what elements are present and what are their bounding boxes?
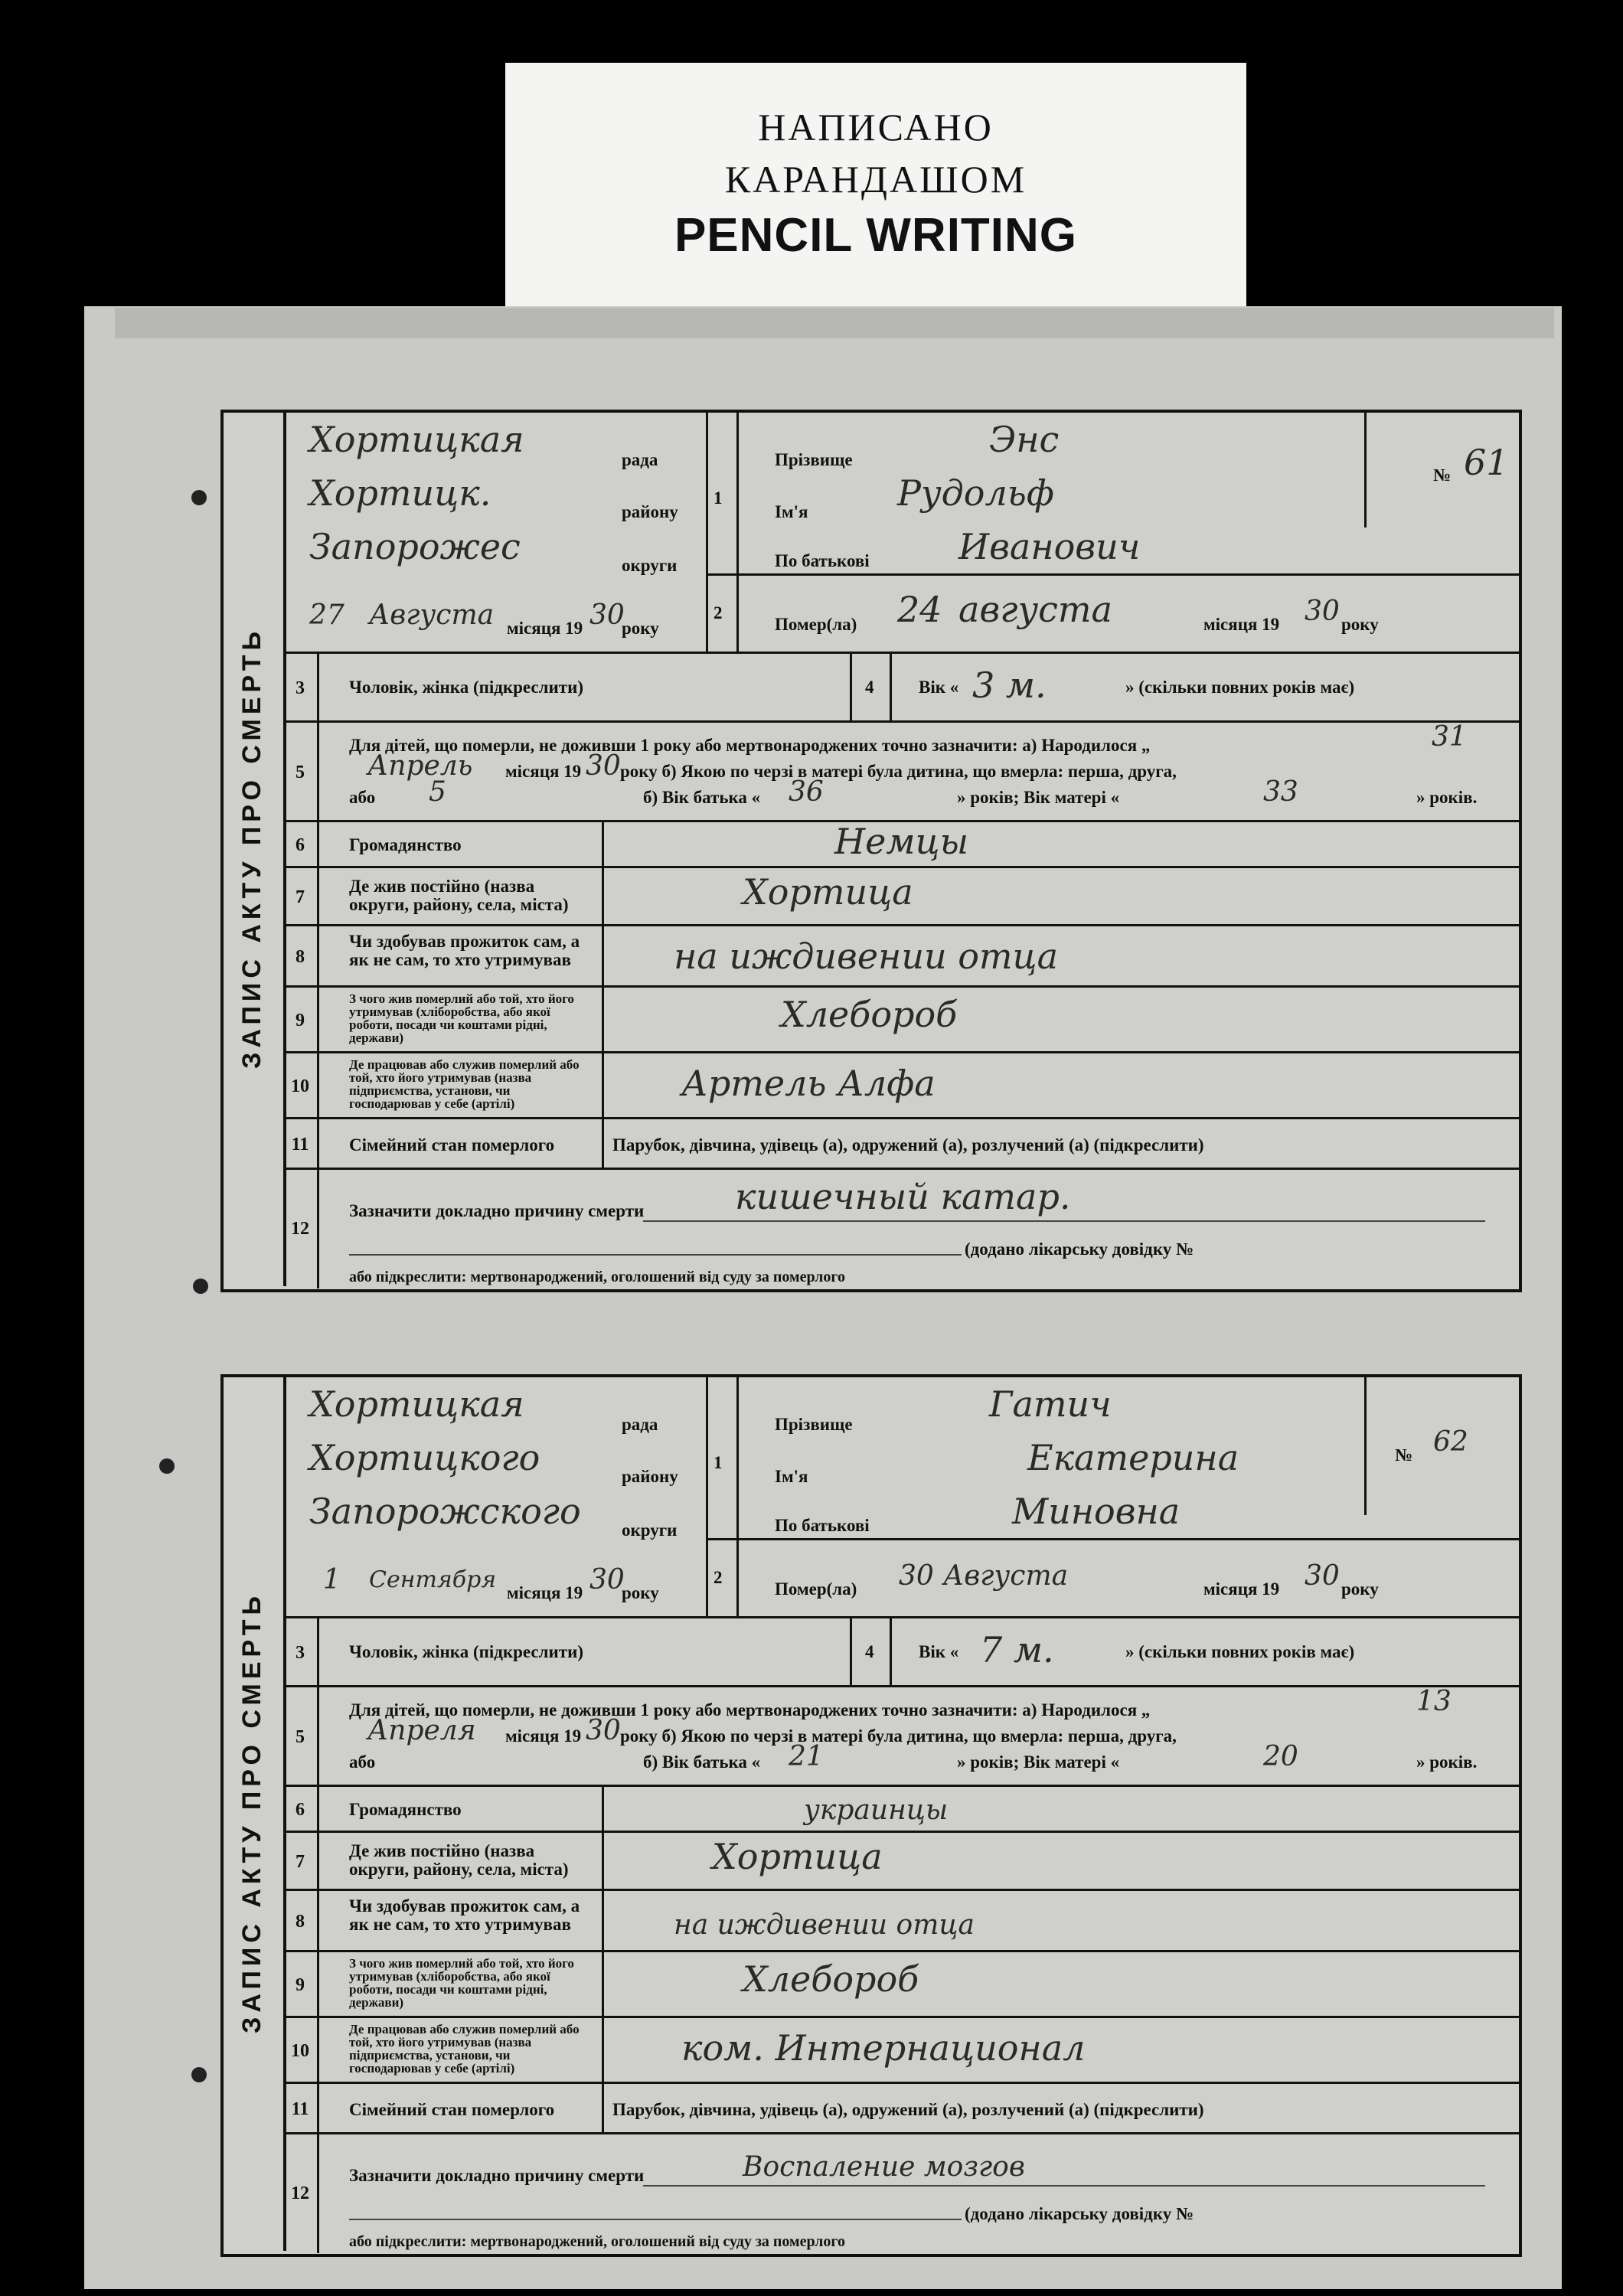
row-number: 3 [283,654,319,723]
death-record-1 [220,410,1522,1292]
pencil-writing-label [505,63,1246,306]
council-value: Хортицкая [309,1383,524,1425]
workplace-value: Артель Алфа [681,1063,936,1104]
divider [890,654,892,723]
row-12: 12 Зазначити докладно причину смерти кишечный катар. (додано лікарську довідку № або підкреслити: мертвонароджений, оголошений від суду за померлого [283,1168,1519,1288]
cause-label: Зазначити докладно причину смерти [349,1201,645,1220]
workplace-value: ком. Интернационал [681,2027,1086,2069]
death-record-2 [220,1374,1522,2257]
livelihood-label: Чи здобував прожиток сам, а як не сам, то хто утримував [349,1896,580,1934]
cause-cert: (додано лікарську довідку № [965,1239,1194,1259]
divider [602,1053,604,1119]
row-9: 9 З чого жив померлий або той, хто його утримував (хліборобства, або якої роботи, посади чи коштами рідні, держави) Хлебороб [283,1950,1519,2018]
label-line-3: PENCIL WRITING [674,209,1078,262]
reg-roku-label: року [622,1583,659,1602]
row-10: 10 Де працював або служив померлий або той, хто його утримував (назва підприємства, установи, чи господарював у себе (артілі) ком. Интернационал [283,2016,1519,2084]
cause-tail: або підкреслити: мертвонароджений, оголошений від суду за померлого [349,1269,845,1285]
row-9: 9 З чого жив померлий або той, хто його утримував (хліборобства, або якої роботи, посади чи коштами рідні, держави) Хлебороб [283,985,1519,1053]
birth-month-value: Апреля [367,1715,476,1746]
reg-day-value: 27 [309,599,345,631]
divider [602,1787,604,1833]
reg-month-label: місяця 19 [507,619,583,638]
row-3 [283,652,1519,723]
divider [602,822,604,868]
row5-line1: Для дітей, що померли, не доживши 1 року або мертвонароджених точно зазначити: а) Народилося „ [349,1700,1151,1720]
row-3: 3 Чоловік, жінка (підкреслити) 4 Вік « 7 м. » (скільки повних років має) [283,1616,1519,1687]
row-number-2: 2 [714,1568,723,1587]
citizenship-value: Немцы [834,821,969,862]
age-value: 3 м. [972,665,1047,706]
divider [890,1618,892,1687]
marital-label: Сімейний стан померлого [349,1135,555,1155]
row5-line3a: або [349,788,376,807]
gender-label: Чоловік, жінка (підкреслити) [349,678,583,697]
patronymic-value: Миновна [1012,1491,1181,1532]
divider [602,2018,604,2084]
died-label: Помер(ла) [775,1579,857,1599]
birth-day-value: 31 [1432,721,1467,753]
livelihood-label: Чи здобував прожиток сам, а як не сам, то хто утримував [349,932,580,969]
reg-year-value: 30 [589,1564,625,1595]
label-line-2: КАРАНДАШОМ [724,158,1027,201]
workplace-label: Де працював або служив померлий або той, хто його утримував (назва підприємства, установи, чи господарював у себе (артілі) [349,1057,580,1111]
age-label: Вік « [919,1642,959,1661]
row5-line2a: місяця 19 [505,1726,582,1746]
okrug-value: Запорожского [309,1491,581,1532]
divider [602,1119,604,1170]
death-year-value: 30 [1305,1560,1340,1592]
row5-line2b: року б) Якою по черзі в матері була дитина, що вмерла: перша, друга, [620,1726,1177,1746]
row-number-1: 1 [714,1453,723,1472]
income-source-label: З чого жив померлий або той, хто його утримував (хліборобства, або якої роботи, посади чи коштами рідні, держави) [349,991,574,1045]
death-year-value: 30 [1305,596,1340,627]
cause-value: Воспаление мозгов [743,2151,1025,2183]
age-tail: » (скільки повних років має) [1125,1642,1355,1661]
age-label: Вік « [919,678,959,697]
patronymic-value: Иванович [958,526,1141,567]
number-label: № [1395,1445,1413,1465]
name-value: Екатерина [1027,1437,1239,1478]
cause-tail: або підкреслити: мертвонароджений, оголошений від суду за померлого [349,2233,845,2250]
livelihood-value: на иждивении отца [674,936,1059,977]
line [349,2219,962,2220]
income-source-value: Хлебороб [743,1958,919,2000]
marital-options: Парубок, дівчина, удівець (а), одружений (а), розлучений (а) (підкреслити) [612,1135,1204,1155]
death-day-value: 24 [897,589,942,630]
row5-line3c: » років; Вік матері « [957,1752,1120,1772]
row-6: 6 Громадянство Немцы [283,820,1519,868]
residence-value: Хортица [743,871,913,913]
row-number-1: 1 [714,488,723,508]
reg-roku-label: року [622,619,659,638]
surname-value: Гатич [989,1383,1112,1425]
line [349,1254,962,1256]
reg-month-value: Августа [369,599,495,631]
birth-year-value: 30 [586,1715,621,1746]
cause-value: кишечный катар. [735,1176,1071,1217]
record-side-title: ЗАПИС АКТУ ПРО СМЕРТЬ [220,1374,286,2251]
row-11: 11 Сімейний стан померлого Парубок, дівчина, удівець (а), одружений (а), розлучений (а) (підкреслити) [283,1117,1519,1170]
birth-year-value: 30 [586,750,621,782]
livelihood-value: на иждивении отца [674,1909,975,1941]
workplace-label: Де працював або служив померлий або той, хто його утримував (назва підприємства, установи, чи господарював у себе (артілі) [349,2022,580,2076]
surname-label: Прізвище [775,450,853,469]
surname-label: Прізвище [775,1415,853,1434]
reg-day-value: 1 [323,1564,341,1595]
divider [736,413,739,652]
row5-line3c: » років; Вік матері « [957,788,1120,807]
death-month-value: Августа [943,1560,1069,1592]
council-value: Хортицкая [309,419,524,460]
patronymic-label: По батькові [775,551,870,570]
residence-label: Де жив постійно (назва округи, району, села, міста) [349,877,569,914]
row-7: 7 Де жив постійно (назва округи, району, села, міста) Хортица [283,866,1519,926]
birth-day-value: 13 [1416,1686,1452,1717]
punch-hole [191,2067,207,2082]
row-number-4: 4 [865,1642,874,1661]
reg-month-value: Сентября [369,1566,497,1593]
age-tail: » (скільки повних років має) [1125,678,1355,697]
row5-line2b: року б) Якою по черзі в матері була дитина, що вмерла: перша, друга, [620,762,1177,781]
district-value: Хортицк. [309,472,491,514]
row-5 [283,720,1519,822]
name-label: Ім'я [775,502,808,521]
income-source-value: Хлебороб [781,994,958,1035]
row5-line3d: » років. [1416,1752,1478,1772]
row-8: 8 Чи здобував прожиток сам, а як не сам, то хто утримував на иждивении отца [283,924,1519,988]
divider [706,413,708,652]
divider [706,573,1519,576]
okrugy-label: округи [622,556,678,575]
row-11: 11 Сімейний стан померлого Парубок, дівчина, удівець (а), одружений (а), розлучений (а) (підкреслити) [283,2082,1519,2134]
number-value: 61 [1464,442,1509,483]
citizenship-label: Громадянство [349,1800,462,1819]
divider [602,1952,604,2018]
birth-month-value: Апрель [367,750,473,782]
row5-line3a: або [349,1752,376,1772]
father-age-value: 21 [789,1741,824,1772]
death-month-label: місяця 19 [1203,615,1280,634]
row-6: 6 Громадянство украинцы [283,1785,1519,1833]
row-8: 8 Чи здобував прожиток сам, а як не сам, то хто утримував на иждивении отца [283,1889,1519,1952]
death-month-label: місяця 19 [1203,1579,1280,1599]
divider [1364,413,1367,527]
death-day-value: 30 [899,1560,934,1592]
okrugy-label: округи [622,1520,678,1540]
mother-age-value: 20 [1263,1741,1298,1772]
death-roku-label: року [1341,615,1379,634]
divider [1364,1377,1367,1515]
rada-label: рада [622,1415,658,1434]
line [643,2185,1485,2187]
divider [602,926,604,988]
citizenship-value: украинцы [804,1795,949,1826]
row-10: 10 Де працював або служив померлий або той, хто його утримував (назва підприємства, установи, чи господарював у себе (артілі) Артель Алфа [283,1051,1519,1119]
row-number-4: 4 [865,678,874,697]
died-label: Помер(ла) [775,615,857,634]
surname-value: Энс [989,419,1060,460]
row5-line3b: б) Вік батька « [643,1752,761,1772]
name-label: Ім'я [775,1467,808,1486]
rayonu-label: району [622,502,678,521]
name-value: Рудольф [897,472,1054,514]
mother-age-value: 33 [1263,776,1298,808]
row5-line3d: » років. [1416,788,1478,807]
father-age-value: 36 [789,776,824,808]
divider [706,1538,1519,1540]
line [643,1220,1485,1222]
sheet-edge [115,308,1554,338]
punch-hole [159,1458,175,1474]
cause-cert: (додано лікарську довідку № [965,2204,1194,2223]
row-number: 5 [283,723,319,822]
row-7: 7 Де жив постійно (назва округи, району, села, міста) Хортица [283,1831,1519,1891]
divider [850,654,852,723]
divider [602,1891,604,1952]
marital-label: Сімейний стан померлого [349,2100,555,2119]
child-order-value: 5 [429,776,446,808]
divider [602,2084,604,2134]
label-line-1: НАПИСАНО [758,106,994,149]
okrug-value: Запорожес [309,526,521,567]
income-source-label: З чого жив померлий або той, хто його утримував (хліборобства, або якої роботи, посади чи коштами рідні, держави) [349,1956,574,2010]
reg-year-value: 30 [589,599,625,631]
residence-value: Хортица [712,1836,883,1877]
row5-line2a: місяця 19 [505,762,582,781]
punch-hole [193,1279,208,1294]
rayonu-label: району [622,1467,678,1486]
marital-options: Парубок, дівчина, удівець (а), одружений (а), розлучений (а) (підкреслити) [612,2100,1204,2119]
divider [850,1618,852,1687]
row5-line1: Для дітей, що померли, не доживши 1 року або мертвонароджених точно зазначити: а) Народилося „ [349,736,1151,755]
row-number-2: 2 [714,603,723,622]
rada-label: рада [622,450,658,469]
residence-label: Де жив постійно (назва округи, району, села, міста) [349,1841,569,1879]
divider [736,1377,739,1616]
age-value: 7 м. [980,1629,1054,1671]
divider [706,1377,708,1616]
row-5: 5 Для дітей, що померли, не доживши 1 року або мертвонароджених точно зазначити: а) Народилося „ 13 Апреля місяця 19 30 року б) Якою по черзі в матері була дитина, що вмерла: перша, друга, або б) Вік батька « 21 » років; Вік матері « 20 » років. [283,1685,1519,1787]
gender-label: Чоловік, жінка (підкреслити) [349,1642,583,1661]
citizenship-label: Громадянство [349,835,462,854]
record-side-title: ЗАПИС АКТУ ПРО СМЕРТЬ [220,410,286,1286]
divider [602,988,604,1053]
patronymic-label: По батькові [775,1516,870,1535]
number-label: № [1433,465,1452,485]
divider [602,1833,604,1891]
cause-label: Зазначити докладно причину смерти [349,2166,645,2185]
punch-hole [191,490,207,505]
reg-month-label: місяця 19 [507,1583,583,1602]
divider [602,868,604,926]
row5-line3b: б) Вік батька « [643,788,761,807]
district-value: Хортицкого [309,1437,540,1478]
row-12: 12 Зазначити докладно причину смерти Воспаление мозгов (додано лікарську довідку № або підкреслити: мертвонароджений, оголошений від суду за померлого [283,2132,1519,2253]
death-month-value: августа [958,589,1112,630]
number-value: 62 [1433,1426,1468,1458]
death-roku-label: року [1341,1579,1379,1599]
